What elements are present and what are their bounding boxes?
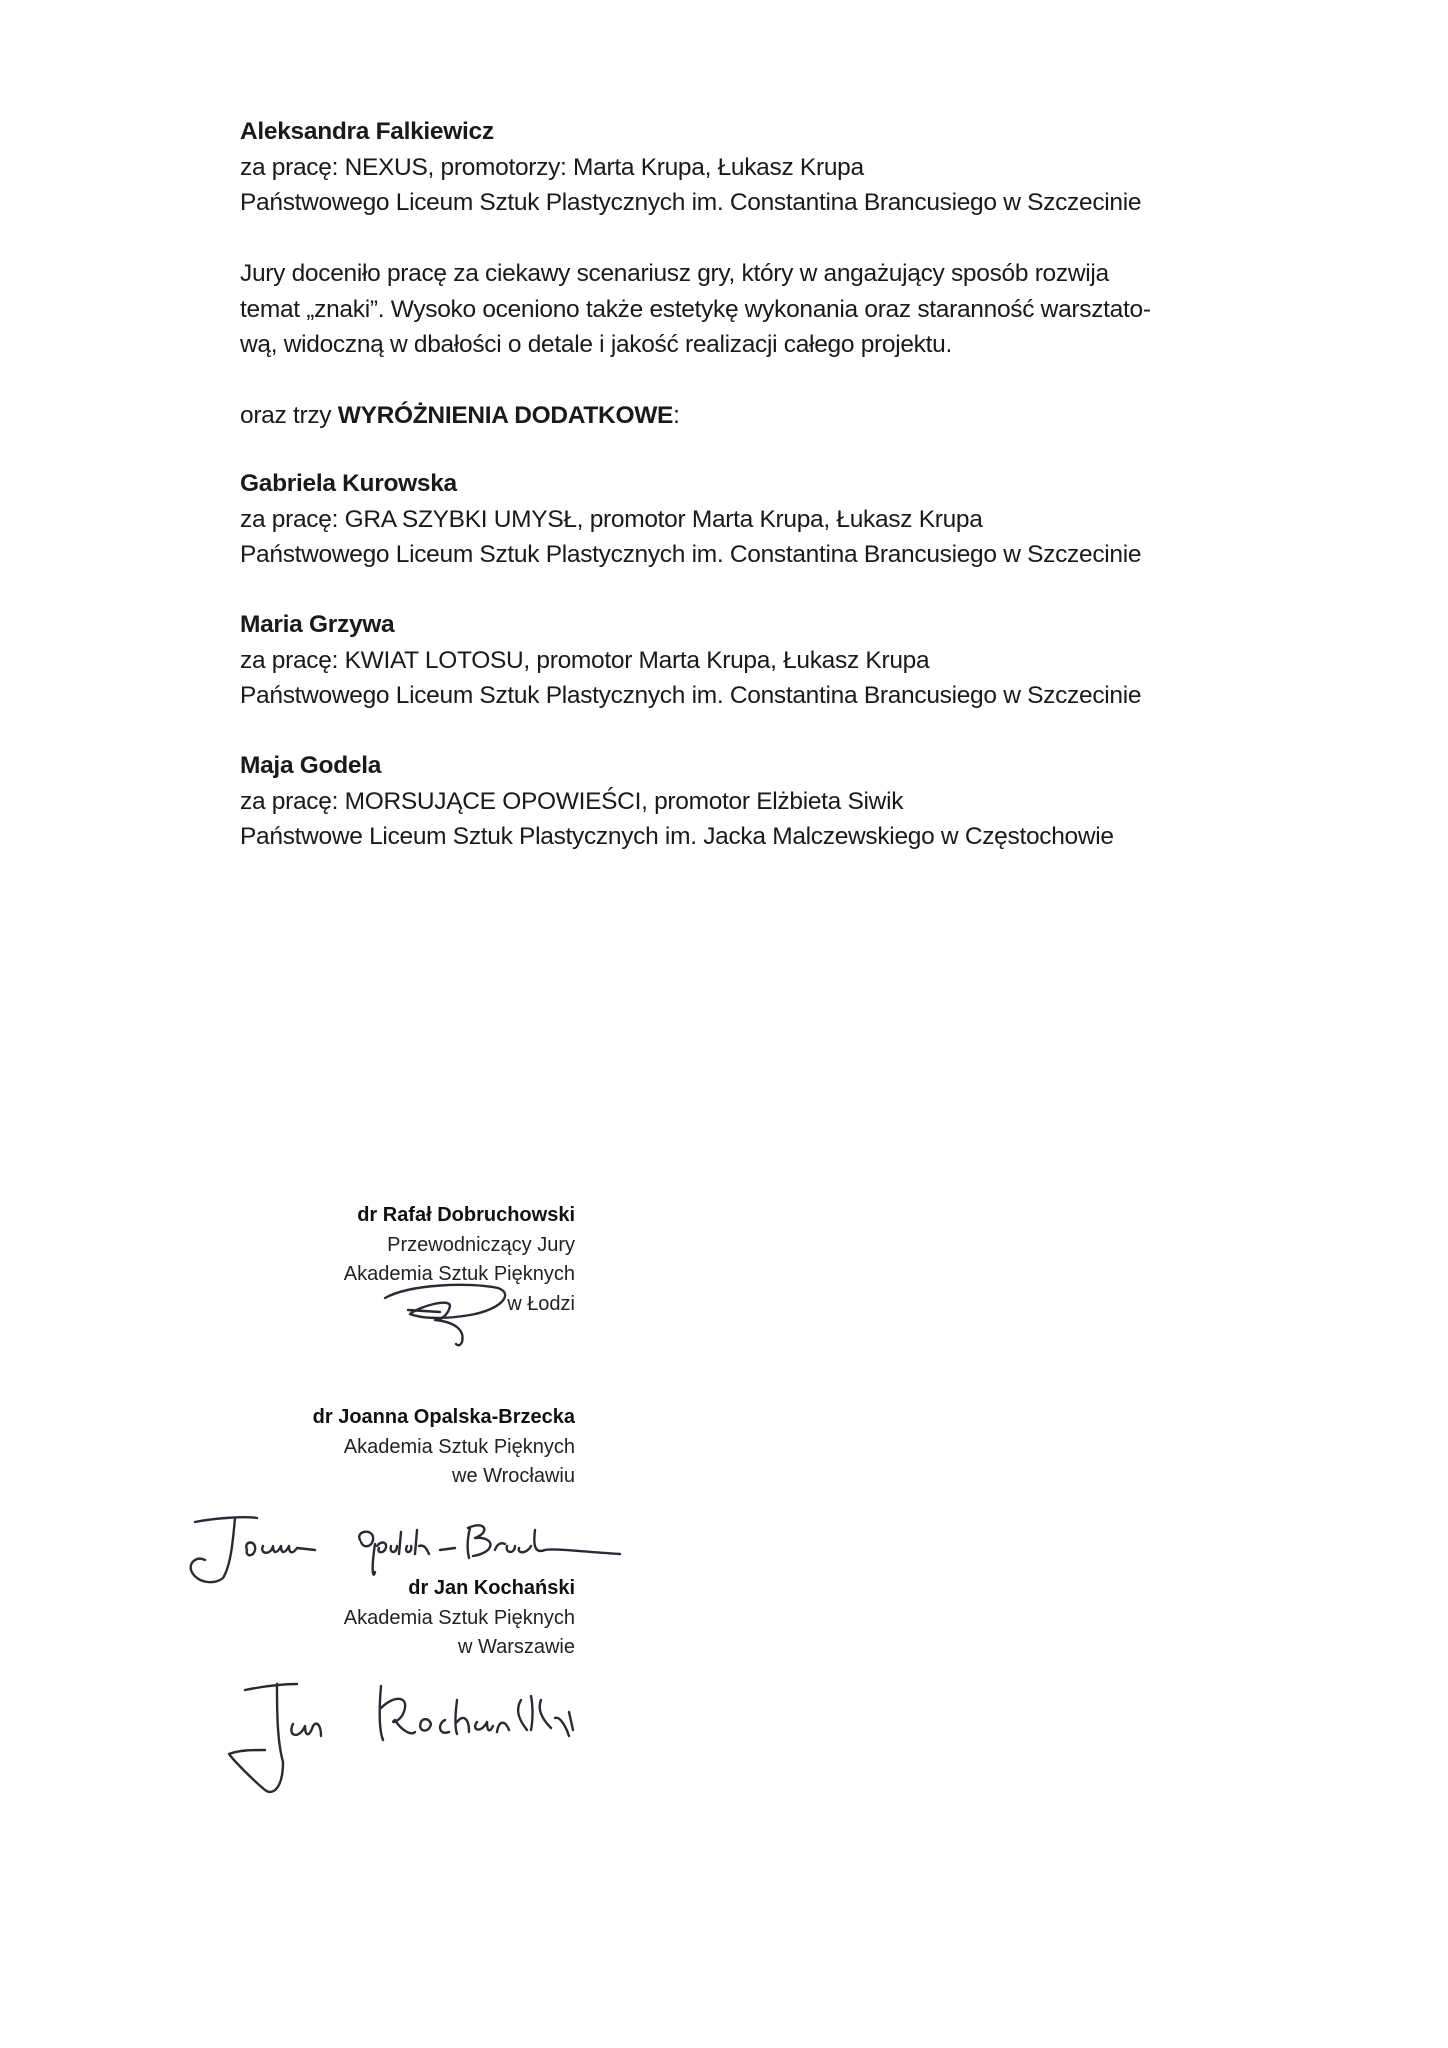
award-work: za pracę: MORSUJĄCE OPOWIEŚCI, promotor Elżbieta Siwik <box>240 787 904 815</box>
jury-line: Przewodniczący Jury <box>387 1233 575 1256</box>
jury-line: Akademia Sztuk Pięknych <box>343 1263 575 1285</box>
award-school: Państwowego Liceum Sztuk Plastycznych im. Constantina Brancusiego w Szczecinie <box>240 541 1142 568</box>
jury-line: Akademia Sztuk Pięknych <box>343 1606 575 1629</box>
award-work: za pracę: KWIAT LOTOSU, promotor Marta Krupa, Łukasz Krupa <box>240 646 930 674</box>
award-school: Państwowego Liceum Sztuk Plastycznych im. Constantina Brancusiego w Szczecinie <box>240 682 1142 709</box>
winner-name: Aleksandra Falkiewicz <box>240 118 494 145</box>
winner-school: Państwowego Liceum Sztuk Plastycznych im. Constantina Brancusiego w Szczecinie <box>240 189 1142 216</box>
jury-justification <box>240 256 1151 363</box>
winner-work: za pracę: NEXUS, promotorzy: Marta Krupa, Łukasz Krupa <box>240 153 864 181</box>
jury-name: dr Jan Kochański <box>408 1577 575 1599</box>
jury-name: dr Joanna Opalska-Brzecka <box>312 1406 575 1428</box>
justification-line: wą, widoczną w dbałości o detale i jakość realizacji całego projektu. <box>240 331 952 358</box>
award-name: Gabriela Kurowska <box>240 470 457 497</box>
jury-line: Akademia Sztuk Pięknych <box>343 1435 575 1458</box>
intro-prefix: oraz trzy <box>240 402 338 429</box>
justification-line: Jury doceniło pracę za ciekawy scenariusz gry, który w angażujący sposób rozwija <box>240 260 1109 287</box>
intro-suffix: : <box>673 402 680 429</box>
award-entry <box>240 466 1141 573</box>
jury-member <box>313 1403 575 1492</box>
jury-line: we Wrocławiu <box>452 1465 575 1487</box>
award-name: Maja Godela <box>240 752 382 779</box>
additional-awards-intro <box>240 398 680 434</box>
jury-name: dr Rafał Dobruchowski <box>357 1204 575 1226</box>
jury-line: w Łodzi <box>507 1292 575 1315</box>
intro-heading: WYRÓŻNIENIA DODATKOWE <box>337 402 674 429</box>
award-entry <box>240 607 1141 714</box>
award-work: za pracę: GRA SZYBKI UMYSŁ, promotor Marta Krupa, Łukasz Krupa <box>240 505 983 533</box>
justification-line: temat „znaki”. Wysoko oceniono także estetykę wykonania oraz staranność warsztato- <box>240 295 1151 323</box>
signature-kochanski <box>225 1670 635 1810</box>
award-entry <box>240 748 1114 855</box>
award-name: Maria Grzywa <box>240 611 395 638</box>
award-school: Państwowe Liceum Sztuk Plastycznych im. Jacka Malczewskiego w Częstochowie <box>240 823 1114 850</box>
winner-entry <box>240 114 1141 221</box>
signature-dobruchowski <box>380 1270 520 1350</box>
jury-member <box>344 1574 575 1663</box>
jury-line: w Warszawie <box>457 1636 575 1658</box>
